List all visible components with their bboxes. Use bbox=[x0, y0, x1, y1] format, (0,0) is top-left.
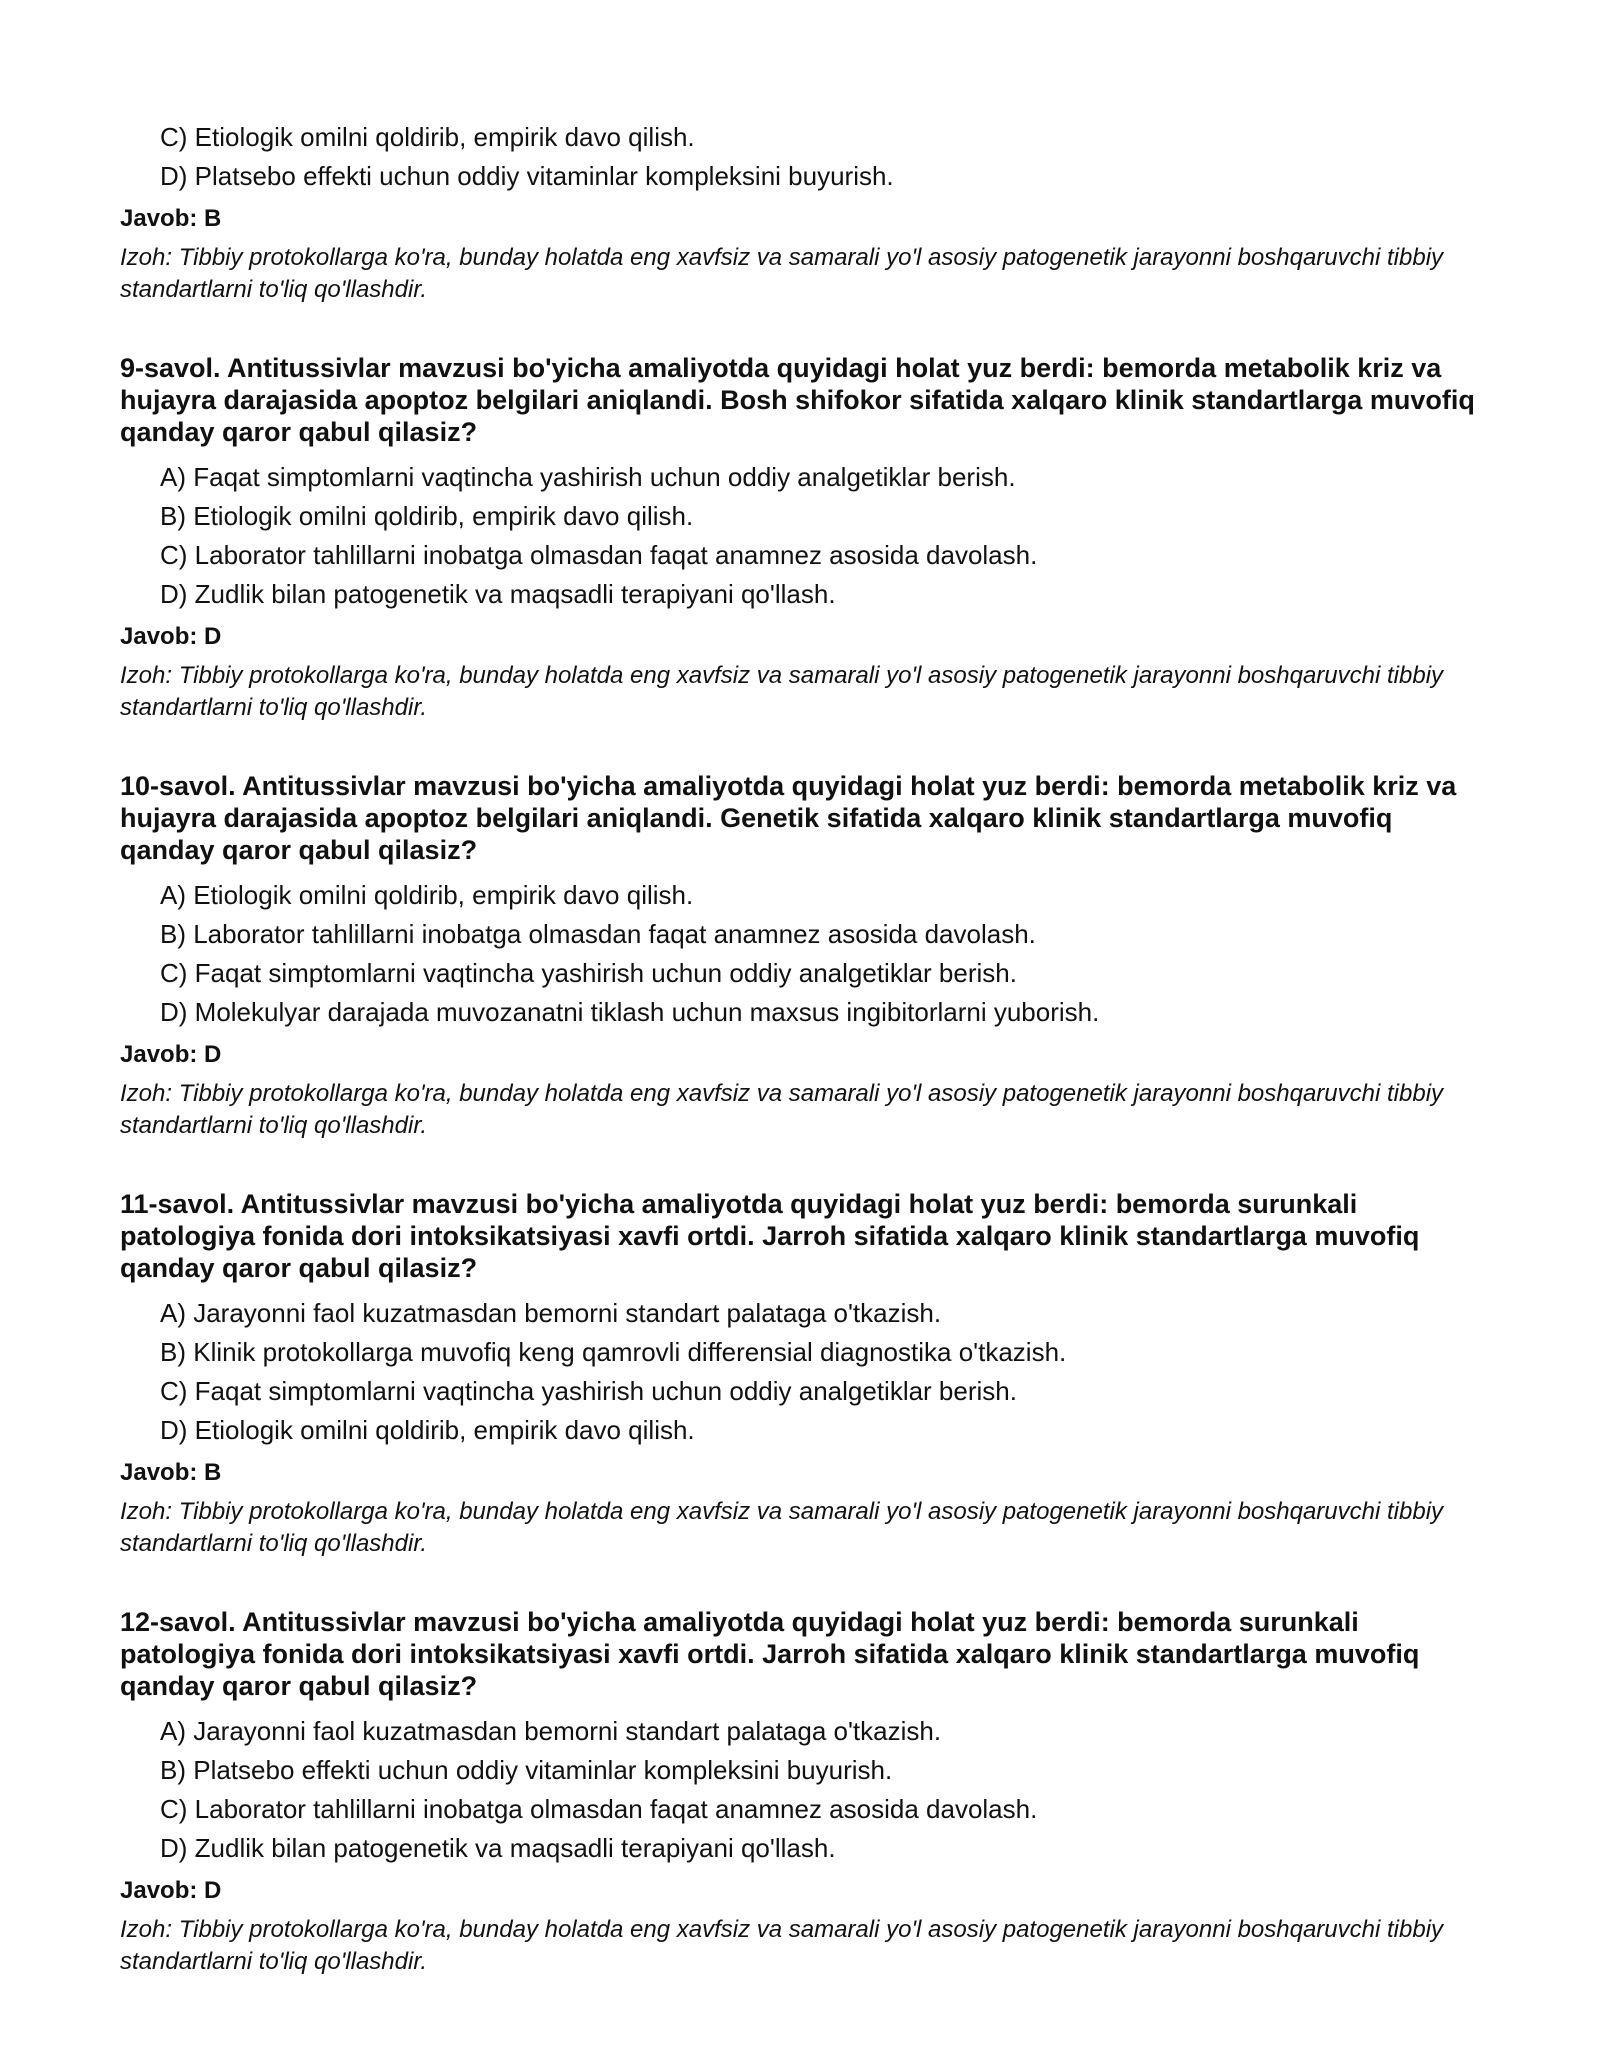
question-9 bbox=[120, 352, 1490, 724]
option-c: C) Laborator tahlillarni inobatga olmasdan faqat anamnez asosida davolash. bbox=[160, 1794, 1038, 1824]
answer-label: Javob: B bbox=[120, 1459, 222, 1486]
question-text: 10-savol. Antitussivlar mavzusi bo'yicha amaliyotda quyidagi holat yuz berdi: bemorda metabolik kriz va hujayra darajasida apoptoz belgilari aniqlandi. Genetik sifatida xalqaro klinik standartlarga muvofiq qanday qaror qabul qilasiz? bbox=[120, 771, 1457, 865]
question-text: 11-savol. Antitussivlar mavzusi bo'yicha amaliyotda quyidagi holat yuz berdi: bemorda surunkali patologiya fonida dori intoksikatsiyasi xavfi ortdi. Jarroh sifatida xalqaro klinik standartlarga muvofiq qanday qaror qabul qilasiz? bbox=[120, 1189, 1420, 1283]
option-d: D) Zudlik bilan patogenetik va maqsadli terapiyani qo'llash. bbox=[160, 1833, 836, 1863]
option-b: B) Laborator tahlillarni inobatga olmasdan faqat anamnez asosida davolash. bbox=[160, 919, 1036, 949]
question-text: 12-savol. Antitussivlar mavzusi bo'yicha amaliyotda quyidagi holat yuz berdi: bemorda surunkali patologiya fonida dori intoksikatsiyasi xavfi ortdi. Jarroh sifatida xalqaro klinik standartlarga muvofiq qanday qaror qabul qilasiz? bbox=[120, 1607, 1420, 1701]
explanation-note: Izoh: Tibbiy protokollarga ko'ra, bunday holatda eng xavfsiz va samarali yo'l asosiy patogenetik jarayonni boshqaruvchi tibbiy standartlarni to'liq qo'llashdir. bbox=[120, 1916, 1444, 1975]
explanation-note: Izoh: Tibbiy protokollarga ko'ra, bunday holatda eng xavfsiz va samarali yo'l asosiy patogenetik jarayonni boshqaruvchi tibbiy standartlarni to'liq qo'llashdir. bbox=[120, 1498, 1444, 1557]
option-a: A) Etiologik omilni qoldirib, empirik davo qilish. bbox=[160, 880, 694, 910]
option-d: D) Etiologik omilni qoldirib, empirik davo qilish. bbox=[160, 1415, 695, 1445]
explanation-note: Izoh: Tibbiy protokollarga ko'ra, bunday holatda eng xavfsiz va samarali yo'l asosiy patogenetik jarayonni boshqaruvchi tibbiy standartlarni to'liq qo'llashdir. bbox=[120, 1080, 1444, 1139]
answer-label: Javob: D bbox=[120, 1041, 222, 1068]
question-11 bbox=[120, 1188, 1490, 1560]
answer-label: Javob: B bbox=[120, 205, 222, 232]
option-d: D) Molekulyar darajada muvozanatni tiklash uchun maxsus ingibitorlarni yuborish. bbox=[160, 997, 1100, 1027]
document-page bbox=[120, 118, 1490, 1978]
explanation-note: Izoh: Tibbiy protokollarga ko'ra, bunday holatda eng xavfsiz va samarali yo'l asosiy patogenetik jarayonni boshqaruvchi tibbiy standartlarni to'liq qo'llashdir. bbox=[120, 662, 1444, 721]
option-d: D) Zudlik bilan patogenetik va maqsadli terapiyani qo'llash. bbox=[160, 579, 836, 609]
option-b: B) Platsebo effekti uchun oddiy vitaminlar kompleksini buyurish. bbox=[160, 1755, 893, 1785]
option-a: A) Jarayonni faol kuzatmasdan bemorni standart palataga o'tkazish. bbox=[160, 1716, 942, 1746]
option-c: C) Faqat simptomlarni vaqtincha yashirish uchun oddiy analgetiklar berish. bbox=[160, 958, 1017, 988]
explanation-note: Izoh: Tibbiy protokollarga ko'ra, bunday holatda eng xavfsiz va samarali yo'l asosiy patogenetik jarayonni boshqaruvchi tibbiy standartlarni to'liq qo'llashdir. bbox=[120, 244, 1444, 303]
answer-label: Javob: D bbox=[120, 1877, 222, 1904]
question-10 bbox=[120, 770, 1490, 1142]
question-fragment bbox=[120, 118, 1490, 306]
question-text: 9-savol. Antitussivlar mavzusi bo'yicha amaliyotda quyidagi holat yuz berdi: bemorda metabolik kriz va hujayra darajasida apoptoz belgilari aniqlandi. Bosh shifokor sifatida xalqaro klinik standartlarga muvofiq qanday qaror qabul qilasiz? bbox=[120, 353, 1475, 447]
option-d: D) Platsebo effekti uchun oddiy vitaminlar kompleksini buyurish. bbox=[160, 161, 894, 191]
option-a: A) Jarayonni faol kuzatmasdan bemorni standart palataga o'tkazish. bbox=[160, 1298, 942, 1328]
answer-label: Javob: D bbox=[120, 623, 222, 650]
option-c: C) Etiologik omilni qoldirib, empirik davo qilish. bbox=[160, 122, 695, 152]
option-c: C) Faqat simptomlarni vaqtincha yashirish uchun oddiy analgetiklar berish. bbox=[160, 1376, 1017, 1406]
option-c: C) Laborator tahlillarni inobatga olmasdan faqat anamnez asosida davolash. bbox=[160, 540, 1038, 570]
option-b: B) Klinik protokollarga muvofiq keng qamrovli differensial diagnostika o'tkazish. bbox=[160, 1337, 1067, 1367]
question-12 bbox=[120, 1606, 1490, 1978]
option-a: A) Faqat simptomlarni vaqtincha yashirish uchun oddiy analgetiklar berish. bbox=[160, 462, 1016, 492]
option-b: B) Etiologik omilni qoldirib, empirik davo qilish. bbox=[160, 501, 694, 531]
